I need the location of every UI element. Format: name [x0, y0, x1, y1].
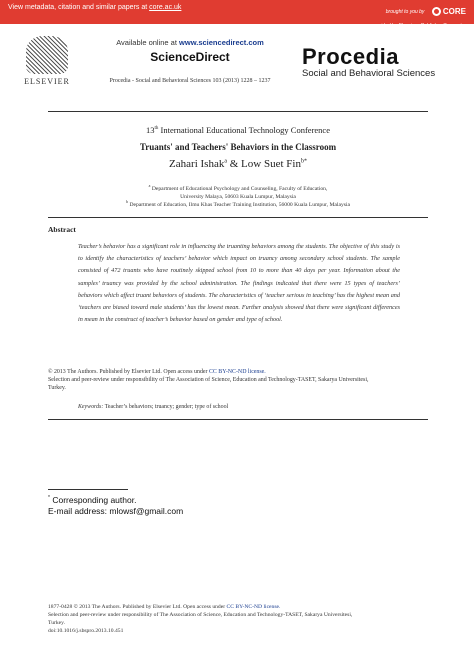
- affiliation-a-line2: University Malaya, 50603 Kuala Lumpur, Malaysia: [180, 193, 296, 200]
- paper-title: Truants' and Teachers' Behaviors in the Classroom: [139, 142, 337, 152]
- author-1-affiliation: a: [224, 158, 227, 165]
- core-label: CORE: [442, 7, 466, 17]
- abstract-heading: Abstract: [48, 225, 76, 234]
- open-access-text: Open access under: [163, 369, 208, 375]
- copyright-block: [48, 368, 378, 392]
- provided-by-text: provided by Elsevier - Publisher Connector: [371, 23, 466, 29]
- affiliation-a-marker: a: [148, 183, 151, 188]
- copyright-text: © 2013 The Authors. Published by Elsevier Ltd.: [48, 369, 162, 375]
- author-2: & Low Suet Fin: [229, 158, 301, 170]
- journal-header: [80, 38, 300, 84]
- affiliation-b-marker: b: [126, 199, 129, 204]
- footer-peer-review: Selection and peer-review under responsibility of The Association of Science, Education and Technology-TASET, Sakarya Universitesi, Turkey.: [48, 612, 353, 626]
- author-1: Zahari Ishak: [169, 158, 225, 170]
- metadata-text: View metadata, citation and similar papers at: [8, 4, 148, 11]
- elsevier-label: ELSEVIER: [24, 77, 70, 86]
- footer-license-link[interactable]: CC BY-NC-ND license.: [226, 604, 281, 610]
- peer-review-text: Selection and peer-review under responsibility of The Association of Science, Education and Technology-TASET, Sakarya Universitesi, Turkey.: [48, 377, 369, 391]
- affiliation-b: [48, 198, 428, 209]
- conference-ordinal: th: [154, 126, 159, 132]
- page-footer: [48, 603, 368, 635]
- footnote-marker: *: [48, 495, 50, 501]
- journal-citation: Procedia - Social and Behavioral Sciences 103 (2013) 1228 – 1237: [109, 78, 271, 84]
- brought-by-text: brought to you by: [385, 8, 425, 15]
- license-link[interactable]: CC BY-NC-ND license.: [208, 369, 266, 375]
- corresponding-footnote: [48, 493, 183, 517]
- conference-number: 13: [146, 125, 155, 135]
- author-email: E-mail address: mlowsf@gmail.com: [48, 505, 184, 516]
- sciencedirect-logo: ScienceDirect: [150, 50, 230, 64]
- footer-open-access: Open access under: [183, 604, 226, 610]
- footer-doi: doi:10.1016/j.sbspro.2013.10.451: [48, 628, 124, 634]
- abstract-bottom-rule: [48, 419, 428, 420]
- keywords-label: Keywords:: [78, 404, 104, 410]
- keywords-text: Teacher’s behaviors; truancy; gender; type of school: [104, 404, 229, 410]
- corresponding-author: Corresponding author.: [52, 494, 137, 505]
- available-online: [80, 38, 300, 47]
- author-line: [48, 158, 428, 170]
- affiliation-a-line1: Department of Educational Psychology and Counseling, Faculty of Education,: [151, 185, 328, 192]
- metadata-link-line: [8, 4, 181, 11]
- core-brand[interactable]: [371, 3, 466, 29]
- core-link[interactable]: core.ac.uk: [149, 4, 182, 11]
- conference-name: [48, 125, 428, 135]
- abstract-body: Teacher’s behavior has a significant role in influencing the truanting behaviors among the students. The objective of this study is to identify the characteristics of teachers’ behavior which impact on truancy among secondary school students. The sample consisted of 472 truants who have routinely skipped school from 10 to more than 40 days per year. Information about the samples’ truancy was provided by the school administration. The findings indicated that there were 15 types of teachers’ behaviors which affect truant behaviors of students. The characteristics of ‘teacher serious in teaching’ has the highest mean and ‘teachers are biased toward male students’ has the lowest mean. Further analysis showed that there were significant differences in mean in the construct of teacher’s behavior based on gender and type of school.: [78, 243, 400, 324]
- procedia-title: Procedia: [302, 44, 399, 69]
- core-logo: [432, 7, 466, 16]
- conference-title: International Educational Technology Conference: [160, 125, 330, 135]
- keywords: [78, 404, 418, 410]
- sciencedirect-link[interactable]: www.sciencedirect.com: [179, 38, 264, 47]
- author-2-affiliation: b*: [300, 158, 307, 165]
- core-banner: [0, 0, 474, 29]
- footer-issn: 1877-0428 © 2013 The Authors. Published by Elsevier Ltd.: [48, 604, 182, 610]
- available-text: Available online at: [116, 38, 177, 47]
- procedia-subtitle: Social and Behavioral Sciences: [302, 68, 436, 79]
- affiliation-b-line1: Department of Education, Ilmu Khas Teacher Training Institution, 56000 Kuala Lumpur, Malaysia: [129, 201, 350, 208]
- abstract-top-rule: [48, 217, 428, 218]
- procedia-logo: [302, 44, 458, 79]
- core-circle-icon: [432, 7, 441, 16]
- elsevier-tree-icon: [26, 36, 68, 74]
- footnote-rule: [48, 489, 128, 490]
- header-rule: [48, 111, 428, 112]
- elsevier-logo: [22, 36, 72, 88]
